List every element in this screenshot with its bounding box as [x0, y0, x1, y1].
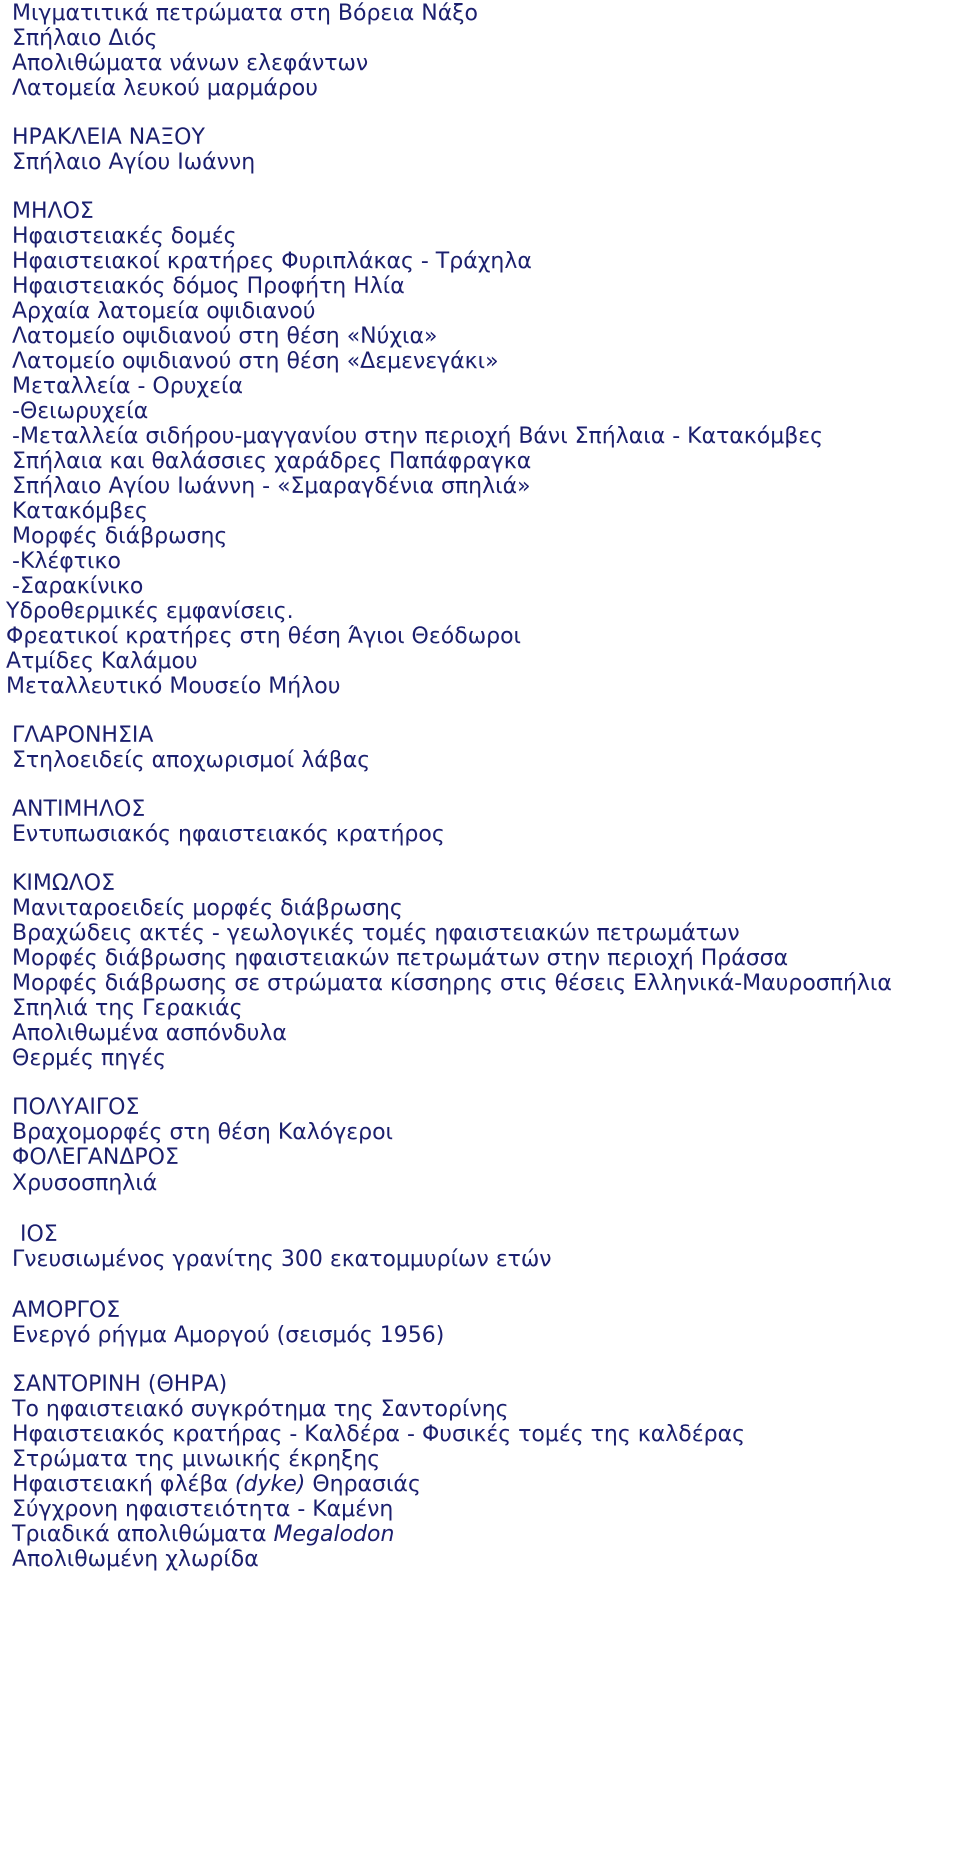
line-text: Ηφαιστειακός δόμος Προφήτη Ηλία — [12, 274, 405, 299]
line-text: Σπήλαια και θαλάσσιες χαράδρες Παπάφραγκα — [12, 449, 532, 474]
text-line — [12, 74, 318, 103]
line-text: Υδροθερμικές εμφανίσεις. — [6, 599, 294, 624]
text-line — [12, 148, 255, 177]
line-text: -Μεταλλεία σιδήρου-μαγγανίου στην περιοχή Βάνι Σπήλαια - Κατακόμβες — [12, 424, 824, 449]
line-text: Φρεατικοί κρατήρες στη θέση Άγιοι Θεόδωροι — [6, 624, 521, 649]
line-text: Λατομεία λευκού μαρμάρου — [12, 76, 318, 101]
line-text: -Θειωρυχεία — [12, 399, 149, 424]
line-text: Σύγχρονη ηφαιστειότητα - Καμένη — [12, 1497, 394, 1522]
line-text: -Κλέφτικο — [12, 549, 121, 574]
text-line — [12, 1143, 179, 1172]
line-text: Αρχαία λατομεία οψιδιανού — [12, 299, 316, 324]
text-line — [12, 746, 370, 775]
line-text: Γνευσιωμένος γρανίτης 300 εκατομμυρίων ετών — [12, 1247, 552, 1272]
text-line — [12, 820, 445, 849]
line-text: ΠΟΛΥΑΙΓΟΣ — [12, 1095, 140, 1120]
line-text: ΗΡΑΚΛΕΙΑ ΝΑΞΟΥ — [12, 125, 205, 150]
line-text: Θερμές πηγές — [12, 1046, 166, 1071]
line-text: Βραχομορφές στη θέση Καλόγεροι — [12, 1120, 394, 1145]
text-line — [12, 1545, 259, 1574]
line-text: Ηφαιστειακή φλέβα — [12, 1472, 235, 1497]
line-text: Εντυπωσιακός ηφαιστειακός κρατήρος — [12, 822, 445, 847]
line-text: Απολιθωμένη χλωρίδα — [12, 1547, 259, 1572]
line-text: Ηφαιστειακοί κρατήρες Φυριπλάκας - Τράχηλα — [12, 249, 532, 274]
line-text: -Σαρακίνικο — [12, 574, 144, 599]
line-text: ΣΑΝΤΟΡΙΝΗ (ΘΗΡΑ) — [12, 1372, 228, 1397]
line-text: Σπήλαιο Αγίου Ιωάννη — [12, 150, 256, 175]
line-text: ΦΟΛΕΓΑΝΔΡΟΣ — [12, 1145, 179, 1170]
line-text: Τριαδικά απολιθώματα — [12, 1522, 274, 1547]
text-line — [12, 1044, 166, 1073]
line-text: Ατμίδες Καλάμου — [6, 649, 198, 674]
text-line — [12, 1321, 444, 1350]
line-text: Στηλοειδείς αποχωρισμοί λάβας — [12, 748, 371, 773]
line-text-after: Θηρασιάς — [305, 1472, 421, 1497]
line-text: Μεταλλεία - Ορυχεία — [12, 374, 243, 399]
line-text: Λατομείο οψιδιανού στη θέση «Νύχια» — [12, 324, 438, 349]
line-text: Μανιταροειδείς μορφές διάβρωσης — [12, 896, 403, 921]
line-text: Ηφαιστειακές δομές — [12, 224, 237, 249]
line-text: Βραχώδεις ακτές - γεωλογικές τομές ηφαιστειακών πετρωμάτων — [12, 921, 740, 946]
line-text: Στρώματα της μινωικής έκρηξης — [12, 1447, 381, 1472]
italic-term: (dyke) — [234, 1472, 306, 1497]
line-text: Απολιθωμένα ασπόνδυλα — [12, 1021, 287, 1046]
line-text: Ενεργό ρήγμα Αμοργού (σεισμός 1956) — [12, 1323, 445, 1348]
line-text: ΜΗΛΟΣ — [12, 199, 94, 224]
line-text: ΓΛΑΡΟΝΗΣΙΑ — [12, 723, 154, 748]
text-line — [12, 1245, 552, 1274]
line-text: ΚΙΜΩΛΟΣ — [12, 871, 115, 896]
line-text: Ηφαιστειακός κρατήρας - Καλδέρα - Φυσικές τομές της καλδέρας — [12, 1422, 745, 1447]
line-text: ΑΝΤΙΜΗΛΟΣ — [12, 797, 146, 822]
text-line — [12, 1169, 157, 1198]
line-text: Το ηφαιστειακό συγκρότημα της Σαντορίνης — [12, 1397, 509, 1422]
line-text: Χρυσοσπηλιά — [12, 1171, 158, 1196]
line-text: Σπήλαιο Διός — [12, 26, 158, 51]
line-text: Μορφές διάβρωσης ηφαιστειακών πετρωμάτων στην περιοχή Πράσσα — [12, 946, 789, 971]
line-text: Μορφές διάβρωσης σε στρώματα κίσσηρης στις θέσεις Ελληνικά-Μαυροσπήλια — [12, 971, 892, 996]
line-text: Μεταλλευτικό Μουσείο Μήλου — [6, 674, 341, 699]
line-text: Κατακόμβες — [12, 499, 148, 524]
italic-term: Megalodon — [273, 1522, 395, 1547]
line-text: ΑΜΟΡΓΟΣ — [12, 1298, 121, 1323]
line-text: Μιγματιτικά πετρώματα στη Βόρεια Νάξο — [12, 1, 478, 26]
line-text: Απολιθώματα νάνων ελεφάντων — [12, 51, 369, 76]
text-line — [6, 672, 340, 701]
line-text: ΙΟΣ — [20, 1222, 58, 1247]
line-text: Σπηλιά της Γερακιάς — [12, 996, 243, 1021]
line-text: Λατομείο οψιδιανού στη θέση «Δεμενεγάκι» — [12, 349, 499, 374]
line-text: Μορφές διάβρωσης — [12, 524, 228, 549]
line-text: Σπήλαιο Αγίου Ιωάννη - «Σμαραγδένια σπηλιά» — [12, 474, 531, 499]
